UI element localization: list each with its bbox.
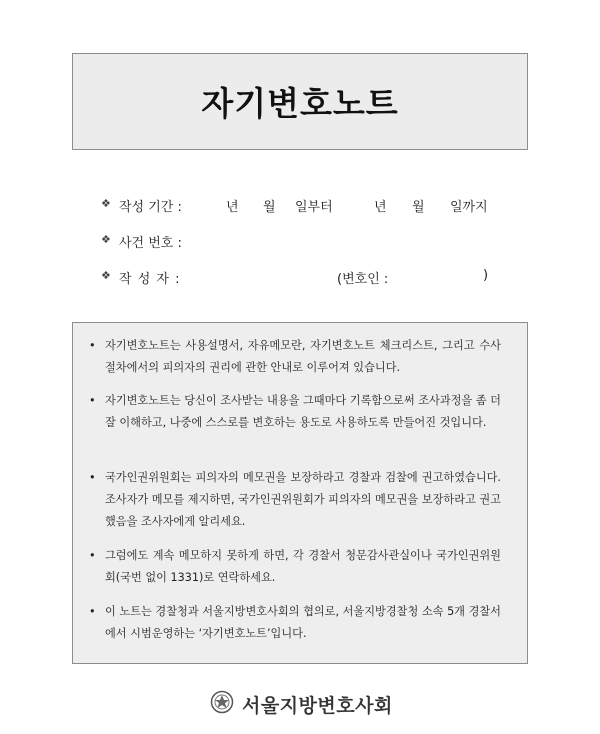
list-item	[87, 601, 501, 645]
author-label: 작 성 자 :	[119, 272, 181, 287]
period-row	[101, 196, 521, 215]
footer	[210, 689, 393, 719]
lawyer-label: (변호인 :	[337, 272, 389, 287]
org-name: 서울지방변호사회	[242, 694, 393, 717]
bullet-icon: •	[89, 549, 96, 562]
period-to-label: 일까지	[450, 200, 488, 215]
period-from-label: 일부터	[295, 200, 333, 215]
notice-text: 이 노트는 경찰청과 서울지방변호사회의 협의로, 서울지방경찰청 소속 5개 경찰서에서 시범운영하는 ‘자기변호노트’입니다.	[105, 605, 501, 640]
period-month2-label: 월	[412, 200, 425, 215]
page-title: 자기변호노트	[201, 84, 399, 123]
list-item	[87, 545, 501, 589]
period-year2-label: 년	[374, 200, 387, 215]
notice-text: 자기변호노트는 당신이 조사받는 내용을 그때마다 기록함으로써 조사과정을 좀 더 잘 이해하고, 나중에 스스로를 변호하는 용도로 사용하도록 만들어진 것입니다.	[105, 394, 501, 429]
list-item	[87, 467, 501, 533]
period-label: 작성 기간 :	[119, 200, 182, 215]
list-item	[87, 390, 501, 434]
period-year-label: 년	[226, 200, 239, 215]
diamond-bullet-icon: ❖	[101, 269, 111, 282]
bar-association-emblem-icon	[210, 690, 234, 718]
title-box	[72, 53, 528, 150]
notice-text: 자기변호노트는 사용설명서, 자유메모란, 자기변호노트 체크리스트, 그리고 수사절차에서의 피의자의 권리에 관한 안내로 이루어져 있습니다.	[105, 339, 501, 374]
author-row	[101, 268, 521, 287]
diamond-bullet-icon: ❖	[101, 197, 111, 210]
bullet-icon: •	[89, 471, 96, 484]
bullet-icon: •	[89, 394, 96, 407]
bullet-icon: •	[89, 605, 96, 618]
lawyer-close-paren: )	[483, 268, 489, 283]
case-number-label: 사건 번호 :	[119, 236, 182, 251]
notice-box	[72, 322, 528, 664]
notice-text: 그럼에도 계속 메모하지 못하게 하면, 각 경찰서 청문감사관실이나 국가인권위원회(국번 없이 1331)로 연락하세요.	[105, 549, 501, 584]
bullet-icon: •	[89, 339, 96, 352]
list-item	[87, 335, 501, 379]
diamond-bullet-icon: ❖	[101, 233, 111, 246]
notice-text: 국가인권위원회는 피의자의 메모권을 보장하라고 경찰과 검찰에 권고하였습니다. 조사자가 메모를 제지하면, 국가인권위원회가 피의자의 메모권을 보장하라고 권고했음을 조사자에게 알리세요.	[105, 471, 501, 528]
period-month-label: 월	[263, 200, 276, 215]
case-number-row	[101, 232, 521, 251]
